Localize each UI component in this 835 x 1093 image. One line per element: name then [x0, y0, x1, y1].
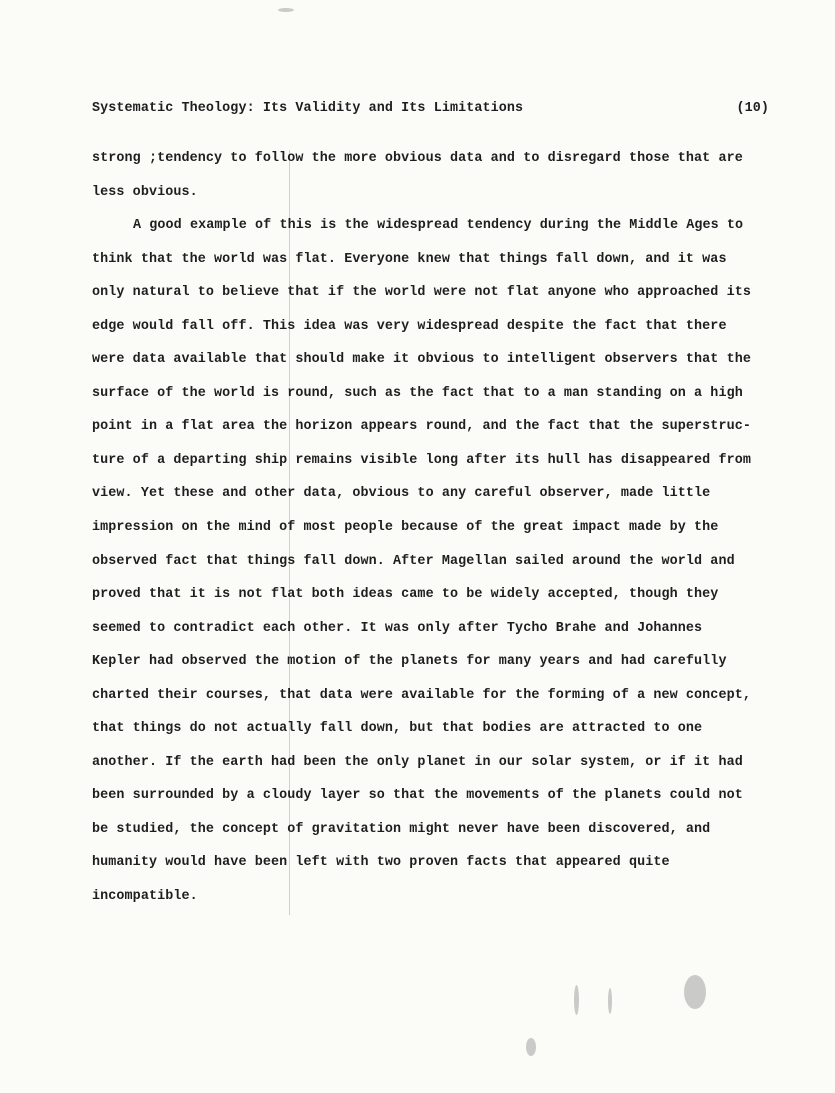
text-line: surface of the world is round, such as the fact that to a man standing on a high	[92, 385, 743, 401]
text-line: less obvious.	[92, 184, 198, 200]
text-line: seemed to contradict each other. It was only after Tycho Brahe and Johannes	[92, 620, 703, 636]
text-line: think that the world was flat. Everyone knew that things fall down, and it was	[92, 251, 727, 267]
scan-speck	[608, 988, 612, 1014]
text-line: proved that it is not flat both ideas came to be widely accepted, though they	[92, 587, 719, 603]
text-line: that things do not actually fall down, but that bodies are attracted to one	[92, 721, 703, 737]
text-line: edge would fall off. This idea was very widespread despite the fact that there	[92, 318, 727, 334]
page-number: (10)	[736, 101, 769, 116]
text-line: Kepler had observed the motion of the planets for many years and had carefully	[92, 654, 727, 670]
text-line: only natural to believe that if the world were not flat anyone who approached its	[92, 285, 751, 301]
text-line: humanity would have been left with two proven facts that appeared quite	[92, 855, 670, 871]
text-line: view. Yet these and other data, obvious to any careful observer, made little	[92, 486, 711, 502]
text-line: been surrounded by a cloudy layer so that the movements of the planets could not	[92, 788, 743, 804]
text-line: observed fact that things fall down. After Magellan sailed around the world and	[92, 553, 735, 569]
text-line: A good example of this is the widespread tendency during the Middle Ages to	[133, 218, 744, 234]
text-line: incompatible.	[92, 889, 198, 905]
running-title: Systematic Theology: Its Validity and Its Limitations	[92, 101, 524, 116]
text-line: be studied, the concept of gravitation might never have been discovered, and	[92, 821, 711, 837]
text-line: another. If the earth had been the only planet in our solar system, or if it had	[92, 754, 743, 770]
scan-speck	[574, 985, 579, 1015]
text-line: strong ;tendency to follow the more obvious data and to disregard those that are	[92, 151, 743, 166]
scan-speck	[278, 8, 294, 12]
text-line: ture of a departing ship remains visible long after its hull has disappeared from	[92, 452, 751, 468]
body-text	[92, 149, 751, 921]
scan-speck	[684, 975, 706, 1009]
text-line: charted their courses, that data were available for the forming of a new concept,	[92, 687, 751, 703]
text-line: point in a flat area the horizon appears round, and the fact that the superstruc-	[92, 419, 751, 435]
text-line: impression on the mind of most people because of the great impact made by the	[92, 520, 719, 536]
scan-speck	[526, 1038, 536, 1056]
text-line: were data available that should make it obvious to intelligent observers that the	[92, 352, 751, 368]
